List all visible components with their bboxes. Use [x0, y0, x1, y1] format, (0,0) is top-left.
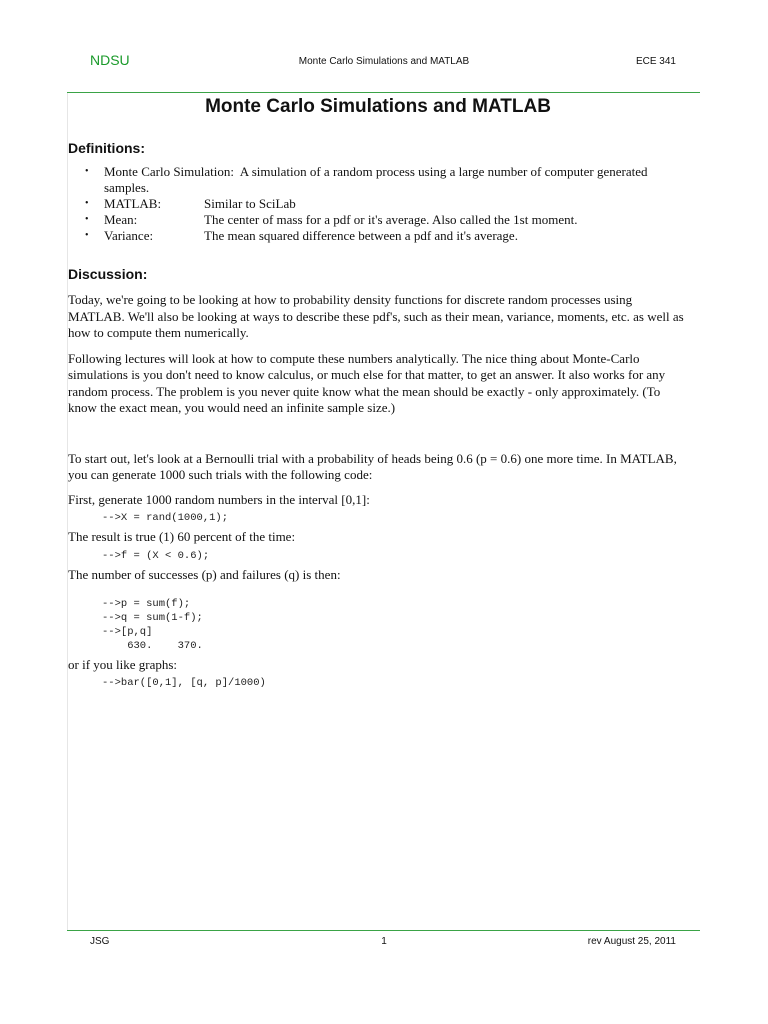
bullet-icon: • — [85, 166, 89, 177]
bullet-icon: • — [85, 198, 89, 209]
header-running-title: Monte Carlo Simulations and MATLAB — [298, 56, 470, 67]
discussion-paragraph-6: The number of successes (p) and failures (q) is then: — [68, 566, 341, 582]
footer-page-number: 1 — [381, 936, 387, 947]
footer-author: JSG — [90, 936, 110, 947]
definition-item — [68, 228, 688, 244]
definition-text: Similar to SciLab — [204, 196, 296, 211]
definition-term: MATLAB: — [104, 196, 162, 211]
definitions-list — [68, 164, 688, 244]
definition-item — [68, 196, 688, 212]
page-title: Monte Carlo Simulations and MATLAB — [205, 96, 551, 117]
header-course: ECE 341 — [635, 56, 676, 67]
discussion-paragraph-4: First, generate 1000 random numbers in the interval [0,1]: — [68, 491, 370, 507]
definition-term: Monte Carlo Simulation: — [104, 164, 234, 179]
code-block-bar: -->bar([0,1], [q, p]/1000) — [102, 676, 266, 689]
header-org: NDSU — [90, 52, 130, 68]
discussion-paragraph-5: The result is true (1) 60 percent of the time: — [68, 529, 296, 544]
definition-text: The mean squared difference between a pdf and it's average. — [204, 228, 518, 243]
definitions-heading: Definitions: — [68, 140, 145, 156]
bullet-icon: • — [85, 230, 89, 241]
definition-text: The center of mass for a pdf or it's average. Also called the 1st moment. — [204, 212, 578, 227]
discussion-heading: Discussion: — [68, 266, 148, 282]
definition-item — [68, 212, 688, 228]
discussion-paragraph-3: To start out, let's look at a Bernoulli trial with a probability of heads being 0.6 (p = 0.6) one more time. In MATLAB, you can generate 1000 such trials with the following code: — [68, 450, 677, 482]
footer-rule — [67, 930, 700, 931]
code-block-sum: -->p = sum(f); -->q = sum(1-f); -->[p,q] 630. 370. — [102, 598, 203, 652]
discussion-paragraph-2: Following lectures will look at how to compute these numbers analytically. The nice thing about Monte-Carlo simulations is you don't need to know calculus, or much else for that matter, to get an answer. It also works for any random process. The problem is you never quite know what the mean should be exactly - only approximately. (To know the exact mean, you would need an infinite sample size.) — [68, 350, 666, 415]
definition-term: Variance: — [104, 228, 154, 243]
code-block-rand: -->X = rand(1000,1); — [102, 512, 229, 524]
discussion-paragraph-7: or if you like graphs: — [68, 657, 178, 672]
discussion-paragraph-1: Today, we're going to be looking at how to probability density functions for discrete random processes using MATLAB. We'll also be looking at ways to describe these pdf's, such as their mean, variance, moments, etc. as well as how to compute them numerically. — [68, 292, 684, 340]
page-content — [68, 92, 688, 690]
footer-revision: rev August 25, 2011 — [587, 936, 676, 947]
definition-term: Mean: — [104, 212, 138, 227]
definition-item — [68, 164, 688, 196]
definition-text: A simulation of a random process using a large number of computer generated samples. — [104, 164, 648, 195]
bullet-icon: • — [85, 214, 89, 225]
code-block-compare: -->f = (X < 0.6); — [102, 549, 210, 562]
